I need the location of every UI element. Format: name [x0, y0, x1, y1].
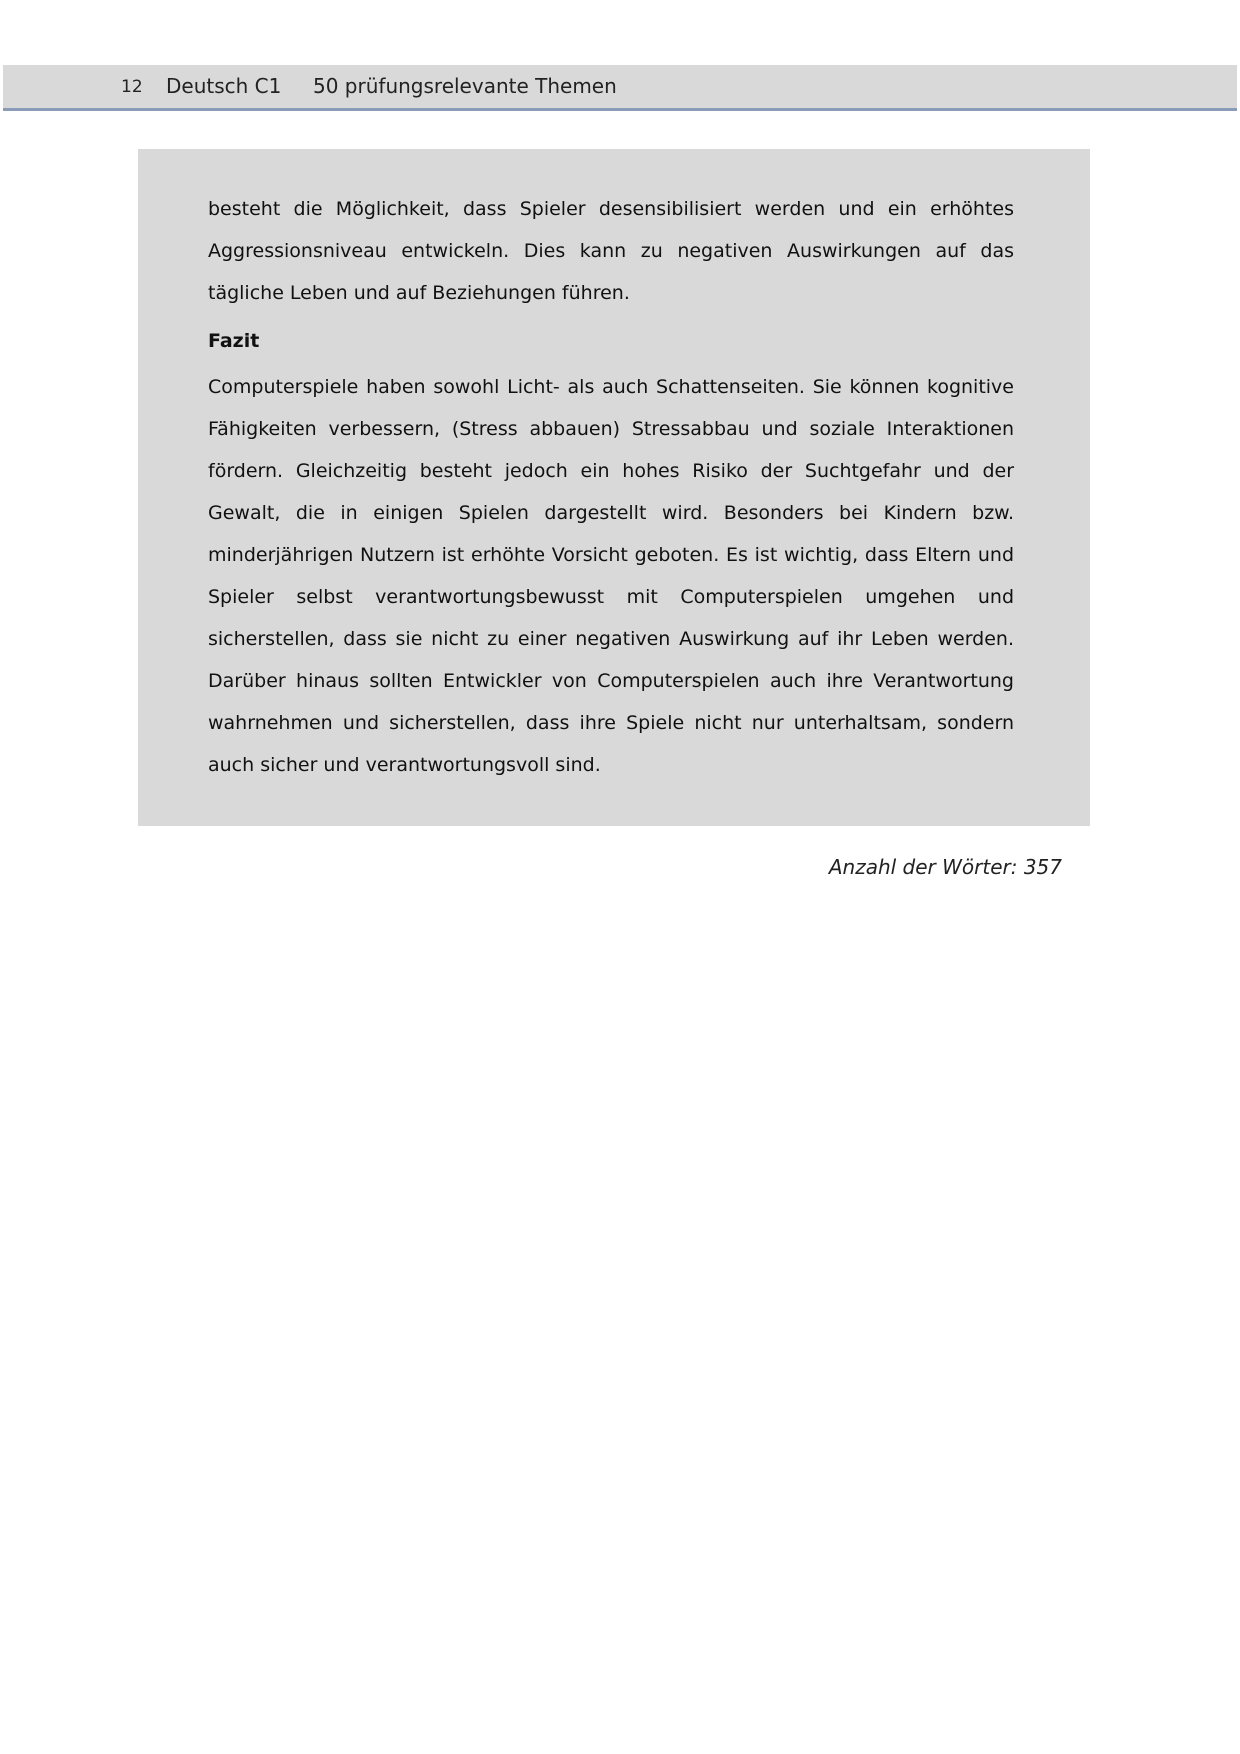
- essay-box: [138, 149, 1090, 826]
- header-course-title: Deutsch C1: [166, 74, 282, 98]
- word-count: Anzahl der Wörter: 357: [828, 855, 1062, 879]
- page-number: 12: [121, 77, 143, 97]
- section-heading-fazit: Fazit: [208, 330, 260, 352]
- essay-paragraph-conclusion: Computerspiele haben sowohl Licht- als auch Schattenseiten. Sie können kognitive Fähigkeiten verbessern, (Stress abbauen) Stressabbau und soziale Interaktionen fördern. Gleichzeitig besteht jedoch ein hohes Risiko der Suchtgefahr und der Gewalt, die in einigen Spielen dargestellt wird. Besonders bei Kindern bzw. minderjährigen Nutzern ist erhöhte Vorsicht geboten. Es ist wichtig, dass Eltern und Spieler selbst verantwortungsbewusst mit Computerspielen umgehen und sicherstellen, dass sie nicht zu einer negativen Auswirkung auf ihr Leben werden. Darüber hinaus sollten Entwickler von Computerspielen auch ihre Verantwortung wahrnehmen und sicherstellen, dass ihre Spiele nicht nur unterhaltsam, sondern auch sicher und verantwortungsvoll sind.: [208, 376, 1014, 776]
- header-subtitle: 50 prüfungsrelevante Themen: [313, 74, 617, 98]
- page-header: [3, 65, 1237, 111]
- essay-paragraph-intro: besteht die Möglichkeit, dass Spieler desensibilisiert werden und ein erhöhtes Aggressionsniveau entwickeln. Dies kann zu negativen Auswirkungen auf das tägliche Leben und auf Beziehungen führen.: [208, 198, 1014, 304]
